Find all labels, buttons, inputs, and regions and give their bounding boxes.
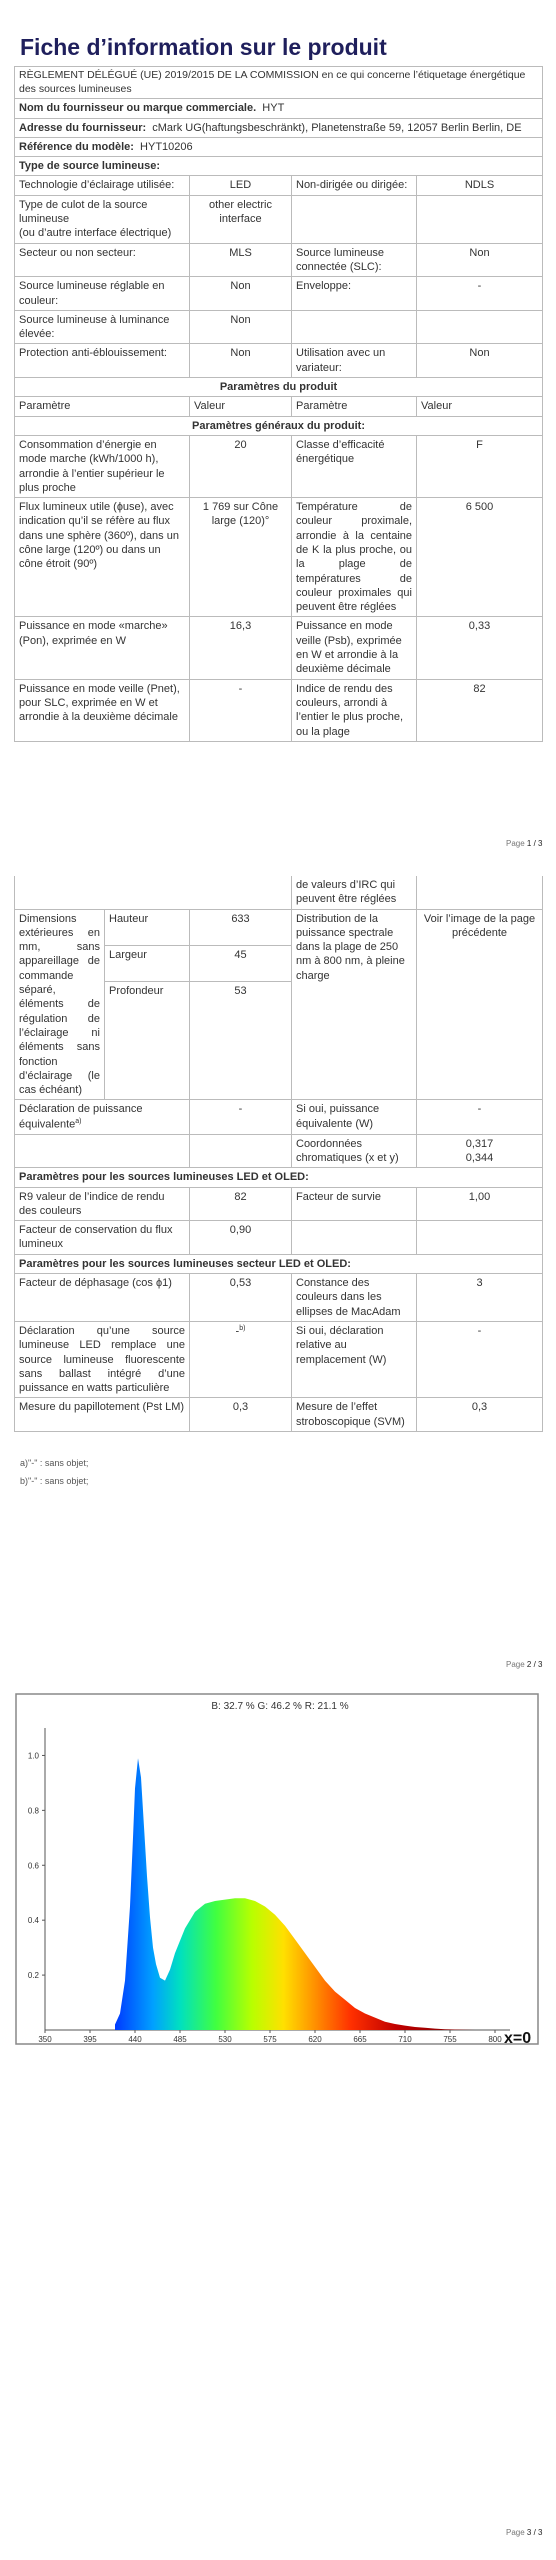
spectral-distribution-chart bbox=[0, 1686, 556, 2066]
page-title: Fiche d’information sur le produit bbox=[20, 34, 387, 60]
dimmer-value: Non bbox=[417, 344, 543, 378]
x-tick-label: 485 bbox=[173, 2035, 187, 2044]
cap-value: other electric interface bbox=[190, 195, 292, 243]
address-value: cMark UG(haftungsbeschränkt), Planetenstraße 59, 12057 Berlin Berlin, DE bbox=[152, 121, 522, 134]
equivalent-power-label: Si oui, puissance équivalente (W) bbox=[292, 1100, 417, 1134]
product-params-heading: Paramètres du produit bbox=[15, 378, 543, 397]
empty-cell bbox=[292, 195, 417, 243]
col-header-param: Paramètre bbox=[292, 397, 417, 416]
flicker-value: 0,3 bbox=[190, 1398, 292, 1432]
page-count: 3 / 3 bbox=[526, 2528, 543, 2537]
x-tick-label: 755 bbox=[443, 2035, 457, 2044]
directional-value: NDLS bbox=[417, 176, 543, 195]
x-tick-label: 395 bbox=[83, 2035, 97, 2044]
standby-value: 0,33 bbox=[417, 617, 543, 679]
dimensions-label: Dimensions extérieures en mm, sans appareillage de commande séparé, éléments de régulation de l’éclairage ni éléments sans fonction d’éclairage (le cas échéant) bbox=[15, 909, 105, 1100]
empty-cell bbox=[15, 876, 292, 909]
page-count: 1 / 3 bbox=[526, 839, 543, 848]
spd-label: Distribution de la puissance spectrale dans la plage de 250 nm à 800 nm, à pleine charge bbox=[292, 909, 417, 1100]
footnote-a: a)"-" : sans objet; bbox=[20, 1458, 89, 1468]
page-1 bbox=[0, 0, 556, 860]
width-value: 45 bbox=[190, 946, 292, 982]
phase-label: Facteur de déphasage (cos ϕ1) bbox=[15, 1274, 190, 1322]
equivalent-power-value: - bbox=[417, 1100, 543, 1134]
y-tick-label: 0.6 bbox=[27, 1861, 39, 1871]
y-tick-label: 1.0 bbox=[27, 1751, 39, 1761]
survival-label: Facteur de survie bbox=[292, 1187, 417, 1221]
x-tick-label: 530 bbox=[218, 2035, 232, 2044]
connected-value: Non bbox=[417, 243, 543, 277]
fluorescent-replacement-value bbox=[190, 1321, 292, 1397]
x-tick-label: 800 bbox=[488, 2035, 502, 2044]
svm-label: Mesure de l’effet stroboscopique (SVM) bbox=[292, 1398, 417, 1432]
on-power-label: Puissance en mode «marche» (Pon), exprimée en W bbox=[15, 617, 190, 679]
x-axis-overlay-label: x=0 bbox=[504, 2030, 532, 2047]
page-count: 2 / 3 bbox=[526, 1660, 543, 1669]
supplier-value: HYT bbox=[262, 102, 285, 115]
mains-params-heading: Paramètres pour les sources lumineuses secteur LED et OLED: bbox=[15, 1254, 543, 1273]
directional-label: Non-dirigée ou dirigée: bbox=[292, 176, 417, 195]
cri-label-continued: de valeurs d’IRC qui peuvent être réglées bbox=[292, 876, 417, 909]
empty-cell bbox=[417, 195, 543, 243]
depth-label: Profondeur bbox=[105, 982, 190, 1100]
footnote-ref-a: a) bbox=[75, 1117, 82, 1125]
x-tick-label: 575 bbox=[263, 2035, 277, 2044]
equivalent-power-declaration-label bbox=[15, 1100, 190, 1134]
product-info-table bbox=[14, 66, 543, 742]
empty-cell bbox=[417, 310, 543, 344]
replacement-label: Si oui, déclaration relative au remplacement (W) bbox=[292, 1321, 417, 1397]
color-tunable-value: Non bbox=[190, 277, 292, 311]
x-tick-label: 710 bbox=[398, 2035, 412, 2044]
product-info-table-continued bbox=[14, 876, 543, 1432]
page-number bbox=[506, 1660, 543, 1669]
page-number bbox=[506, 839, 543, 848]
consumption-label: Consommation d’énergie en mode marche (kWh/1000 h), arrondie à l’entier supérieur le plus proche bbox=[15, 435, 190, 497]
replacement-value: - bbox=[417, 1321, 543, 1397]
supplier-row bbox=[15, 99, 543, 118]
empty-cell bbox=[292, 1221, 417, 1255]
y-tick-label: 0.8 bbox=[27, 1806, 39, 1816]
maintenance-label: Facteur de conservation du flux lumineux bbox=[15, 1221, 190, 1255]
flicker-label: Mesure du papillotement (Pst LM) bbox=[15, 1398, 190, 1432]
chart-title: B: 32.7 % G: 46.2 % R: 21.1 % bbox=[211, 1701, 349, 1712]
x-tick-label: 665 bbox=[353, 2035, 367, 2044]
model-label: Référence du modèle: bbox=[19, 140, 134, 153]
cap-label-line1: Type de culot de la source lumineuse bbox=[19, 198, 148, 226]
height-value: 633 bbox=[190, 909, 292, 945]
r9-value: 82 bbox=[190, 1187, 292, 1221]
x-tick-label: 620 bbox=[308, 2035, 322, 2044]
col-header-value: Valeur bbox=[417, 397, 543, 416]
empty-cell bbox=[417, 876, 543, 909]
fluorescent-value-text: - bbox=[235, 1325, 240, 1338]
chromaticity-y: 0,344 bbox=[465, 1152, 494, 1164]
cct-value: 6 500 bbox=[417, 498, 543, 617]
antiglare-value: Non bbox=[190, 344, 292, 378]
footnote-ref-b: b) bbox=[239, 1324, 246, 1332]
tech-label: Technologie d’éclairage utilisée: bbox=[15, 176, 190, 195]
cri-value: 82 bbox=[417, 679, 543, 741]
y-tick-label: 0.2 bbox=[27, 1971, 39, 1981]
cct-label: Température de couleur proximale, arrondie à la centaine de K la plus proche, ou la plage de températures de couleur proximales qui peuvent être réglées bbox=[292, 498, 417, 617]
color-tunable-label: Source lumineuse réglable en couleur: bbox=[15, 277, 190, 311]
model-row bbox=[15, 137, 543, 156]
r9-label: R9 valeur de l’indice de rendu des couleurs bbox=[15, 1187, 190, 1221]
class-label: Classe d’efficacité énergétique bbox=[292, 435, 417, 497]
col-header-param: Paramètre bbox=[15, 397, 190, 416]
flux-value: 1 769 sur Cône large (120)° bbox=[190, 498, 292, 617]
y-tick-label: 0.4 bbox=[27, 1916, 39, 1926]
page-2 bbox=[0, 868, 556, 1680]
envelope-label: Enveloppe: bbox=[292, 277, 417, 311]
footnote-b: b)"-" : sans objet; bbox=[20, 1476, 89, 1486]
spd-value: Voir l’image de la page précédente bbox=[417, 909, 543, 1100]
cap-label bbox=[15, 195, 190, 243]
empty-cell bbox=[190, 1134, 292, 1168]
envelope-value: - bbox=[417, 277, 543, 311]
width-label: Largeur bbox=[105, 946, 190, 982]
macadam-value: 3 bbox=[417, 1274, 543, 1322]
antiglare-label: Protection anti-éblouissement: bbox=[15, 344, 190, 378]
phase-value: 0,53 bbox=[190, 1274, 292, 1322]
dimmer-label: Utilisation avec un variateur: bbox=[292, 344, 417, 378]
fluorescent-replacement-label: Déclaration qu’une source lumineuse LED remplace une source lumineuse fluorescente sans ballast intégré d’une puissance en watts particulière bbox=[15, 1321, 190, 1397]
equivalent-label-text: Déclaration de puissance équivalente bbox=[19, 1103, 143, 1131]
page-word: Page bbox=[506, 2528, 525, 2537]
high-luminance-label: Source lumineuse à luminance élevée: bbox=[15, 310, 190, 344]
page-number bbox=[506, 2528, 543, 2537]
x-tick-label: 440 bbox=[128, 2035, 142, 2044]
high-luminance-value: Non bbox=[190, 310, 292, 344]
mains-value: MLS bbox=[190, 243, 292, 277]
address-row bbox=[15, 118, 543, 137]
type-heading: Type de source lumineuse: bbox=[15, 157, 543, 176]
address-label: Adresse du fournisseur: bbox=[19, 121, 147, 134]
net-standby-value: - bbox=[190, 679, 292, 741]
net-standby-label: Puissance en mode veille (Pnet), pour SLC, exprimée en W et arrondie à la deuxième décimale bbox=[15, 679, 190, 741]
survival-value: 1,00 bbox=[417, 1187, 543, 1221]
depth-value: 53 bbox=[190, 982, 292, 1100]
model-value: HYT10206 bbox=[140, 140, 193, 153]
empty-cell bbox=[15, 1134, 190, 1168]
chromaticity-label: Coordonnées chromatiques (x et y) bbox=[292, 1134, 417, 1168]
col-header-value: Valeur bbox=[190, 397, 292, 416]
general-params-heading: Paramètres généraux du produit: bbox=[15, 416, 543, 435]
chromaticity-values bbox=[417, 1134, 543, 1168]
tech-value: LED bbox=[190, 176, 292, 195]
macadam-label: Constance des couleurs dans les ellipses de MacAdam bbox=[292, 1274, 417, 1322]
page-word: Page bbox=[506, 839, 525, 848]
chromaticity-x: 0,317 bbox=[465, 1137, 494, 1150]
page-word: Page bbox=[506, 1660, 525, 1669]
mains-label: Secteur ou non secteur: bbox=[15, 243, 190, 277]
x-tick-label: 350 bbox=[38, 2035, 52, 2044]
cri-label: Indice de rendu des couleurs, arrondi à l’entier le plus proche, ou la plage bbox=[292, 679, 417, 741]
height-label: Hauteur bbox=[105, 909, 190, 945]
regulation-text: RÈGLEMENT DÉLÉGUÉ (UE) 2019/2015 DE LA COMMISSION en ce qui concerne l’étiquetage énergétique des sources lumineuses bbox=[15, 67, 543, 99]
on-power-value: 16,3 bbox=[190, 617, 292, 679]
flux-label: Flux lumineux utile (ɸuse), avec indication qu’il se réfère au flux dans une sphère (360º), dans un cône large (120º) ou dans un cône étroit (90º) bbox=[15, 498, 190, 617]
consumption-value: 20 bbox=[190, 435, 292, 497]
supplier-label: Nom du fournisseur ou marque commerciale. bbox=[19, 102, 257, 115]
cap-label-line2: (ou d’autre interface électrique) bbox=[19, 227, 172, 240]
connected-label: Source lumineuse connectée (SLC): bbox=[292, 243, 417, 277]
standby-label: Puissance en mode veille (Psb), exprimée en W et arrondie à la deuxième décimale bbox=[292, 617, 417, 679]
led-params-heading: Paramètres pour les sources lumineuses LED et OLED: bbox=[15, 1168, 543, 1187]
page-3 bbox=[0, 1686, 556, 2560]
class-value: F bbox=[417, 435, 543, 497]
empty-cell bbox=[417, 1221, 543, 1255]
maintenance-value: 0,90 bbox=[190, 1221, 292, 1255]
equivalent-power-declaration-value: - bbox=[190, 1100, 292, 1134]
svm-value: 0,3 bbox=[417, 1398, 543, 1432]
empty-cell bbox=[292, 310, 417, 344]
